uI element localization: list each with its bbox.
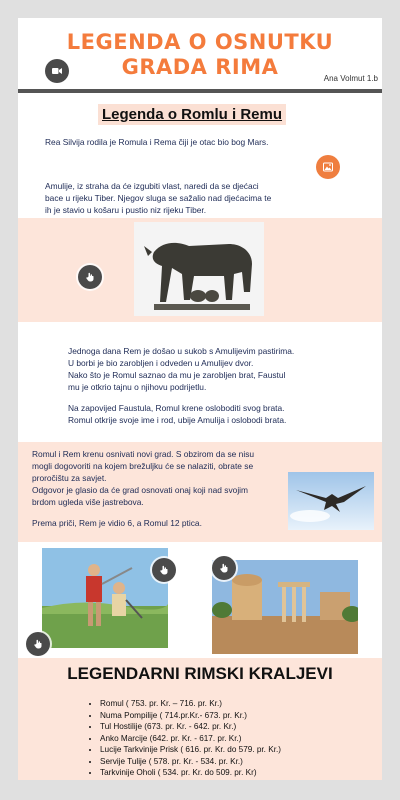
title-line-1: LEGENDA O OSNUTKU (66, 30, 334, 54)
video-button[interactable] (45, 59, 69, 83)
kings-list (84, 698, 281, 779)
paragraph-romul-frees: Na zapovijed Faustula, Romul krene osloboditi svog brata. Romul otkrije svoje ime i rod, ubije Amulija i oslobodi brata. (68, 403, 287, 425)
touch-hand-icon (32, 638, 44, 650)
kings-title: LEGENDARNI RIMSKI KRALJEVI (67, 664, 333, 683)
touch-hand-icon (158, 564, 170, 576)
paragraph-amulije: Amulije, iz straha da će izgubiti vlast, naredi da se djećaci bace u rijeku Tiber. Njegov sluga se sažalio nad djećacima te ih je stavio u košaru i pustio niz rijeku Tiber. (45, 181, 272, 215)
list-item: • Tarkvinije Oholi ( 534. pr. Kr. do 509. pr. Kr) (100, 767, 281, 779)
paragraph-birds: Prema priči, Rem je vidio 6, a Romul 12 ptica. (32, 518, 202, 528)
touch-hand-icon (84, 271, 96, 283)
author-label: Ana Volmut 1.b (323, 74, 378, 83)
touch-button-4[interactable] (212, 556, 236, 580)
page-title (18, 30, 382, 80)
she-wolf-image[interactable] (134, 222, 264, 316)
video-camera-icon (51, 65, 63, 77)
fight-image[interactable] (42, 548, 168, 648)
header-divider (18, 89, 382, 93)
paragraph-birth: Rea Silvija rodila je Romula i Rema čiji je otac bio bog Mars. (45, 137, 269, 147)
poster-page (18, 18, 382, 780)
paragraph-rem-captured: Jednoga dana Rem je došao u sukob s Amulijevim pastirima. U borbi je bio zarobljen i odveden u Amulijev dvor. Nako što je Romul saznao da mu je zarobljen brat, Faustul mu je otkrio tajnu o njihovu podrijetlu. (68, 346, 295, 392)
kings-section (18, 658, 382, 780)
image-button[interactable] (316, 155, 340, 179)
eagle-illustration (288, 472, 374, 530)
touch-button-3[interactable] (26, 632, 50, 656)
list-item: • Tul Hostilije (673. pr. Kr. - 642. pr. Kr.) (100, 721, 281, 733)
touch-button-2[interactable] (152, 558, 176, 582)
touch-button-1[interactable] (78, 265, 102, 289)
list-item: • Servije Tulije ( 578. pr. Kr. - 534. pr. Kr.) (100, 756, 281, 768)
fight-illustration (42, 548, 168, 648)
list-item: • Anko Marcije (642. pr. Kr. - 617. pr. Kr.) (100, 733, 281, 745)
list-item: • Romul ( 753. pr. Kr. – 716. pr. Kr.) (100, 698, 281, 710)
image-icon (322, 161, 334, 173)
she-wolf-statue-illustration (134, 222, 264, 316)
section-heading: Legenda o Romlu i Remu (98, 104, 286, 125)
touch-hand-icon (218, 562, 230, 574)
eagle-image[interactable] (288, 472, 374, 530)
title-line-2: GRADA RIMA (121, 55, 279, 79)
list-item: • Numa Pompilije ( 714.pr.Kr.- 673. pr. Kr.) (100, 710, 281, 722)
list-item: • Lucije Tarkvinije Prisk ( 616. pr. Kr. do 579. pr. Kr.) (100, 744, 281, 756)
paragraph-founding: Romul i Rem krenu osnivati novi grad. S obzirom da se nisu mogli dogovoriti na kojem brežuljku će se nalaziti, obrate se proročištu za savjet. Odgovor je glasio da će grad osnovati onaj koji nad svojim brdom ugleda više jastrebova. (32, 449, 255, 507)
